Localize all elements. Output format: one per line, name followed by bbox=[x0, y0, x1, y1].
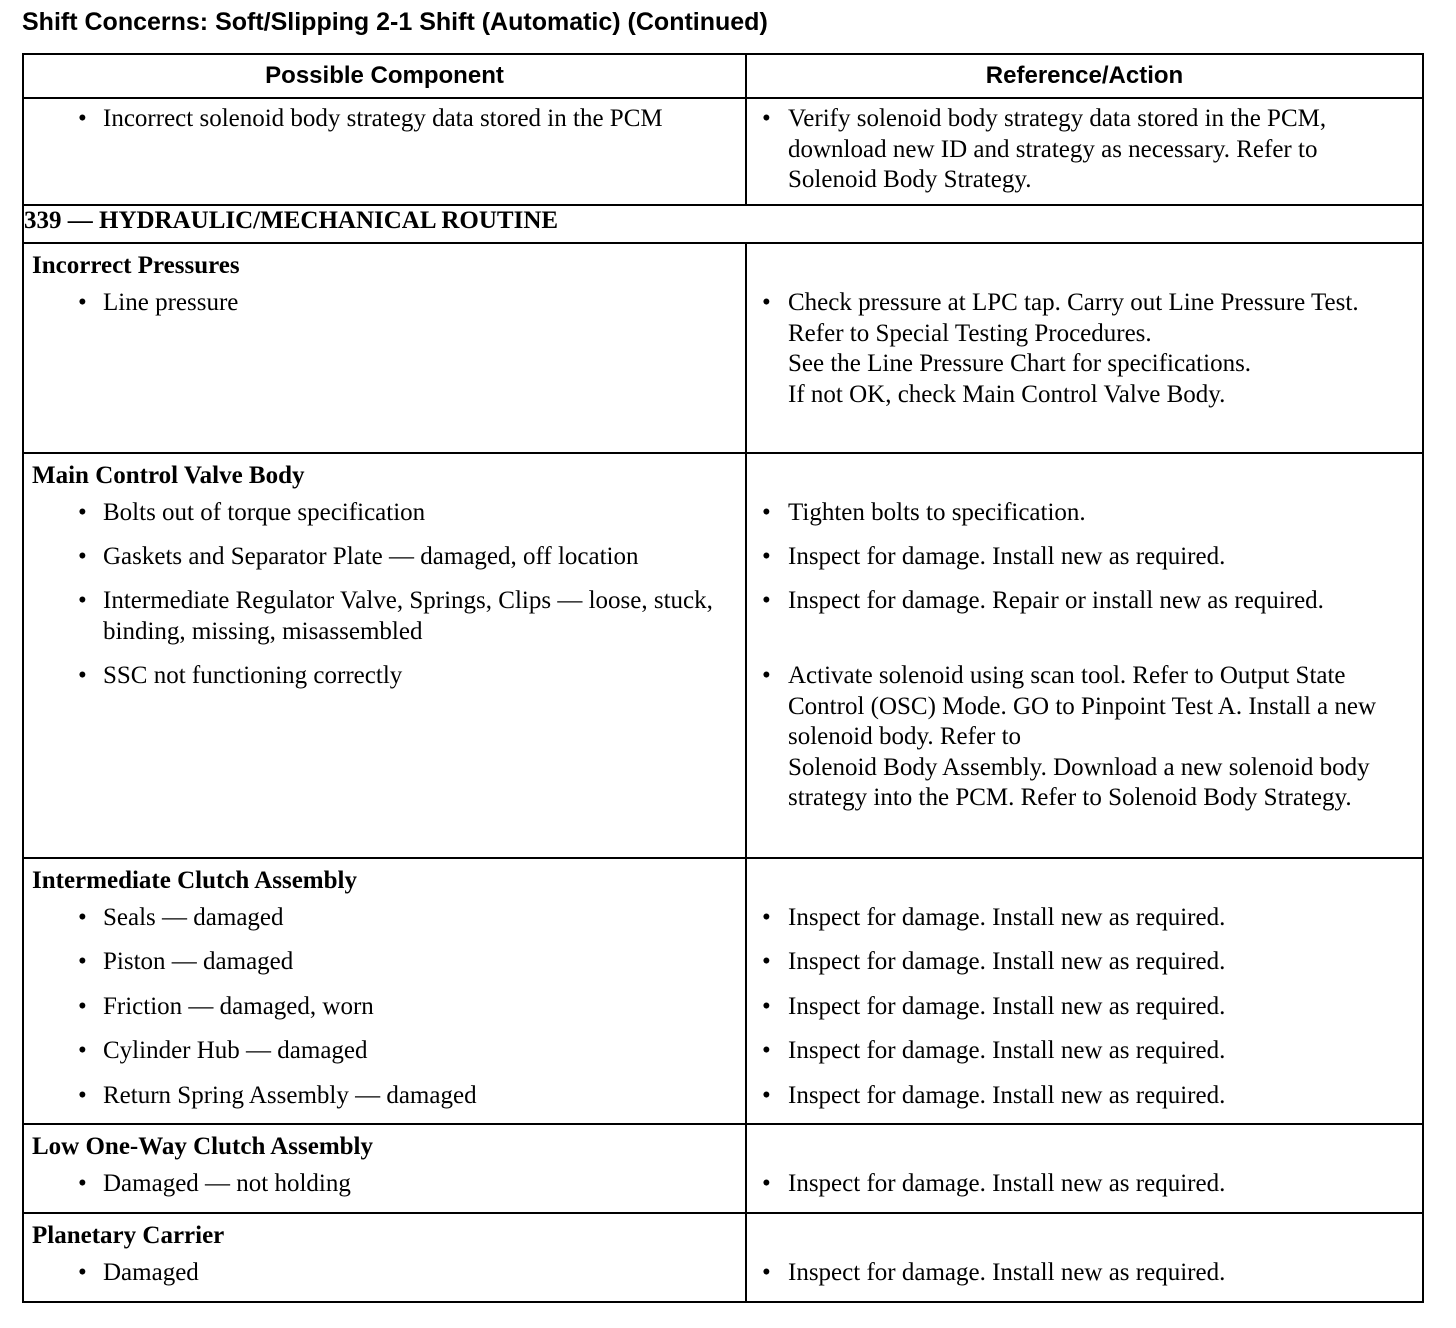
bullet-icon: • bbox=[762, 948, 771, 975]
component-text: Bolts out of torque specification bbox=[103, 499, 426, 526]
action-text: Inspect for damage. Install new as required. bbox=[788, 543, 1226, 570]
list-item bbox=[24, 903, 745, 947]
bullet-icon: • bbox=[762, 1170, 771, 1197]
component-cell bbox=[23, 453, 746, 858]
bullet-icon: • bbox=[78, 662, 87, 689]
action-text: Inspect for damage. Install new as required. bbox=[788, 993, 1226, 1020]
bullet-icon: • bbox=[762, 105, 771, 132]
group-heading: Incorrect Pressures bbox=[32, 252, 240, 279]
component-text: SSC not functioning correctly bbox=[103, 662, 403, 689]
bullet-icon: • bbox=[762, 662, 771, 689]
bullet-icon: • bbox=[78, 1170, 87, 1197]
list-item bbox=[24, 947, 745, 992]
component-cell bbox=[23, 243, 746, 453]
list-item bbox=[24, 992, 745, 1036]
header-reference-action: Reference/Action bbox=[746, 54, 1423, 98]
group-heading: Planetary Carrier bbox=[32, 1222, 225, 1249]
component-text: Gaskets and Separator Plate — damaged, off location bbox=[103, 543, 639, 570]
list-item bbox=[747, 947, 1422, 992]
bullet-icon: • bbox=[762, 1082, 771, 1109]
list-item bbox=[24, 1258, 745, 1289]
component-text: Damaged bbox=[103, 1259, 199, 1286]
action-text: Inspect for damage. Install new as required. bbox=[788, 904, 1226, 931]
action-text: Inspect for damage. Install new as required. bbox=[788, 948, 1226, 975]
bullet-icon: • bbox=[78, 587, 87, 614]
bullet-icon: • bbox=[78, 1082, 87, 1109]
action-text: Verify solenoid body strategy data stored in the PCM, download new ID and strategy as necessary. Refer to Solenoid Body Strategy. bbox=[788, 105, 1327, 193]
bullet-icon: • bbox=[78, 105, 87, 132]
list-item bbox=[24, 1081, 745, 1112]
action-cell bbox=[746, 98, 1423, 205]
list-item bbox=[24, 661, 745, 692]
bullet-icon: • bbox=[762, 904, 771, 931]
component-text: Incorrect solenoid body strategy data stored in the PCM bbox=[103, 105, 663, 132]
action-cell bbox=[746, 453, 1423, 858]
component-text: Seals — damaged bbox=[103, 904, 284, 931]
action-text: Inspect for damage. Repair or install new as required. bbox=[788, 587, 1324, 614]
component-text: Intermediate Regulator Valve, Springs, Clips — loose, stuck, binding, missing, misassembled bbox=[103, 587, 713, 645]
group-row-low-one-way-clutch-assembly bbox=[23, 1124, 1423, 1213]
list-item bbox=[747, 586, 1422, 661]
action-cell bbox=[746, 1124, 1423, 1213]
bullet-icon: • bbox=[762, 499, 771, 526]
component-cell bbox=[23, 1213, 746, 1302]
action-text: Activate solenoid using scan tool. Refer to Output State Control (OSC) Mode. GO to Pinpoint Test A. Install a new solenoid body. Refer to Solenoid Body Assembly. Download a new solenoid body strategy into the PCM. Refer to Solenoid Body Strategy. bbox=[788, 662, 1377, 811]
group-heading: Low One-Way Clutch Assembly bbox=[32, 1133, 374, 1160]
list-item bbox=[747, 498, 1422, 542]
bullet-icon: • bbox=[78, 1259, 87, 1286]
list-item bbox=[747, 1169, 1422, 1200]
list-item bbox=[747, 903, 1422, 947]
list-item bbox=[747, 1081, 1422, 1112]
action-cell bbox=[746, 1213, 1423, 1302]
header-possible-component: Possible Component bbox=[23, 54, 746, 98]
group-heading: Main Control Valve Body bbox=[32, 462, 305, 489]
list-item bbox=[747, 661, 1422, 814]
group-row-planetary-carrier bbox=[23, 1213, 1423, 1302]
bullet-icon: • bbox=[762, 993, 771, 1020]
component-cell bbox=[23, 1124, 746, 1213]
action-cell bbox=[746, 243, 1423, 453]
group-row-main-control-valve-body bbox=[23, 453, 1423, 858]
list-item bbox=[747, 288, 1422, 410]
list-item bbox=[24, 1169, 745, 1200]
component-cell bbox=[23, 98, 746, 205]
list-item bbox=[24, 498, 745, 542]
action-text: Inspect for damage. Install new as required. bbox=[788, 1082, 1226, 1109]
list-item bbox=[747, 992, 1422, 1036]
component-text: Piston — damaged bbox=[103, 948, 294, 975]
component-text: Line pressure bbox=[103, 289, 239, 316]
list-item bbox=[24, 542, 745, 586]
bullet-icon: • bbox=[762, 289, 771, 316]
bullet-icon: • bbox=[78, 948, 87, 975]
component-text: Return Spring Assembly — damaged bbox=[103, 1082, 477, 1109]
group-row-intermediate-clutch-assembly bbox=[23, 858, 1423, 1124]
bullet-icon: • bbox=[78, 993, 87, 1020]
list-item bbox=[747, 1258, 1422, 1289]
bullet-icon: • bbox=[78, 904, 87, 931]
bullet-icon: • bbox=[78, 499, 87, 526]
list-item bbox=[24, 288, 745, 319]
group-heading: Intermediate Clutch Assembly bbox=[32, 867, 357, 894]
list-item bbox=[747, 1036, 1422, 1081]
bullet-icon: • bbox=[762, 543, 771, 570]
bullet-icon: • bbox=[762, 587, 771, 614]
table-row bbox=[23, 98, 1423, 205]
action-cell bbox=[746, 858, 1423, 1124]
bullet-icon: • bbox=[762, 1037, 771, 1064]
component-text: Friction — damaged, worn bbox=[103, 993, 374, 1020]
action-text: Inspect for damage. Install new as required. bbox=[788, 1259, 1226, 1286]
section-heading: 339 — HYDRAULIC/MECHANICAL ROUTINE bbox=[23, 205, 1423, 243]
list-item bbox=[24, 586, 745, 661]
shift-concerns-table bbox=[22, 53, 1424, 1303]
bullet-icon: • bbox=[762, 1259, 771, 1286]
bullet-icon: • bbox=[78, 289, 87, 316]
list-item bbox=[747, 542, 1422, 586]
bullet-icon: • bbox=[78, 1037, 87, 1064]
component-cell bbox=[23, 858, 746, 1124]
action-text: Tighten bolts to specification. bbox=[788, 499, 1086, 526]
action-text: Check pressure at LPC tap. Carry out Line Pressure Test. Refer to Special Testing Procedures. See the Line Pressure Chart for specifications. If not OK, check Main Control Valve Body. bbox=[788, 289, 1359, 408]
bullet-icon: • bbox=[78, 543, 87, 570]
page-title: Shift Concerns: Soft/Slipping 2-1 Shift (Automatic) (Continued) bbox=[22, 8, 768, 36]
section-row bbox=[23, 205, 1423, 243]
list-item bbox=[747, 104, 1422, 196]
group-row-incorrect-pressures bbox=[23, 243, 1423, 453]
list-item bbox=[24, 1036, 745, 1081]
list-item bbox=[24, 104, 745, 135]
action-text: Inspect for damage. Install new as required. bbox=[788, 1037, 1226, 1064]
component-text: Cylinder Hub — damaged bbox=[103, 1037, 368, 1064]
action-text: Inspect for damage. Install new as required. bbox=[788, 1170, 1226, 1197]
header-row bbox=[23, 54, 1423, 98]
component-text: Damaged — not holding bbox=[103, 1170, 351, 1197]
